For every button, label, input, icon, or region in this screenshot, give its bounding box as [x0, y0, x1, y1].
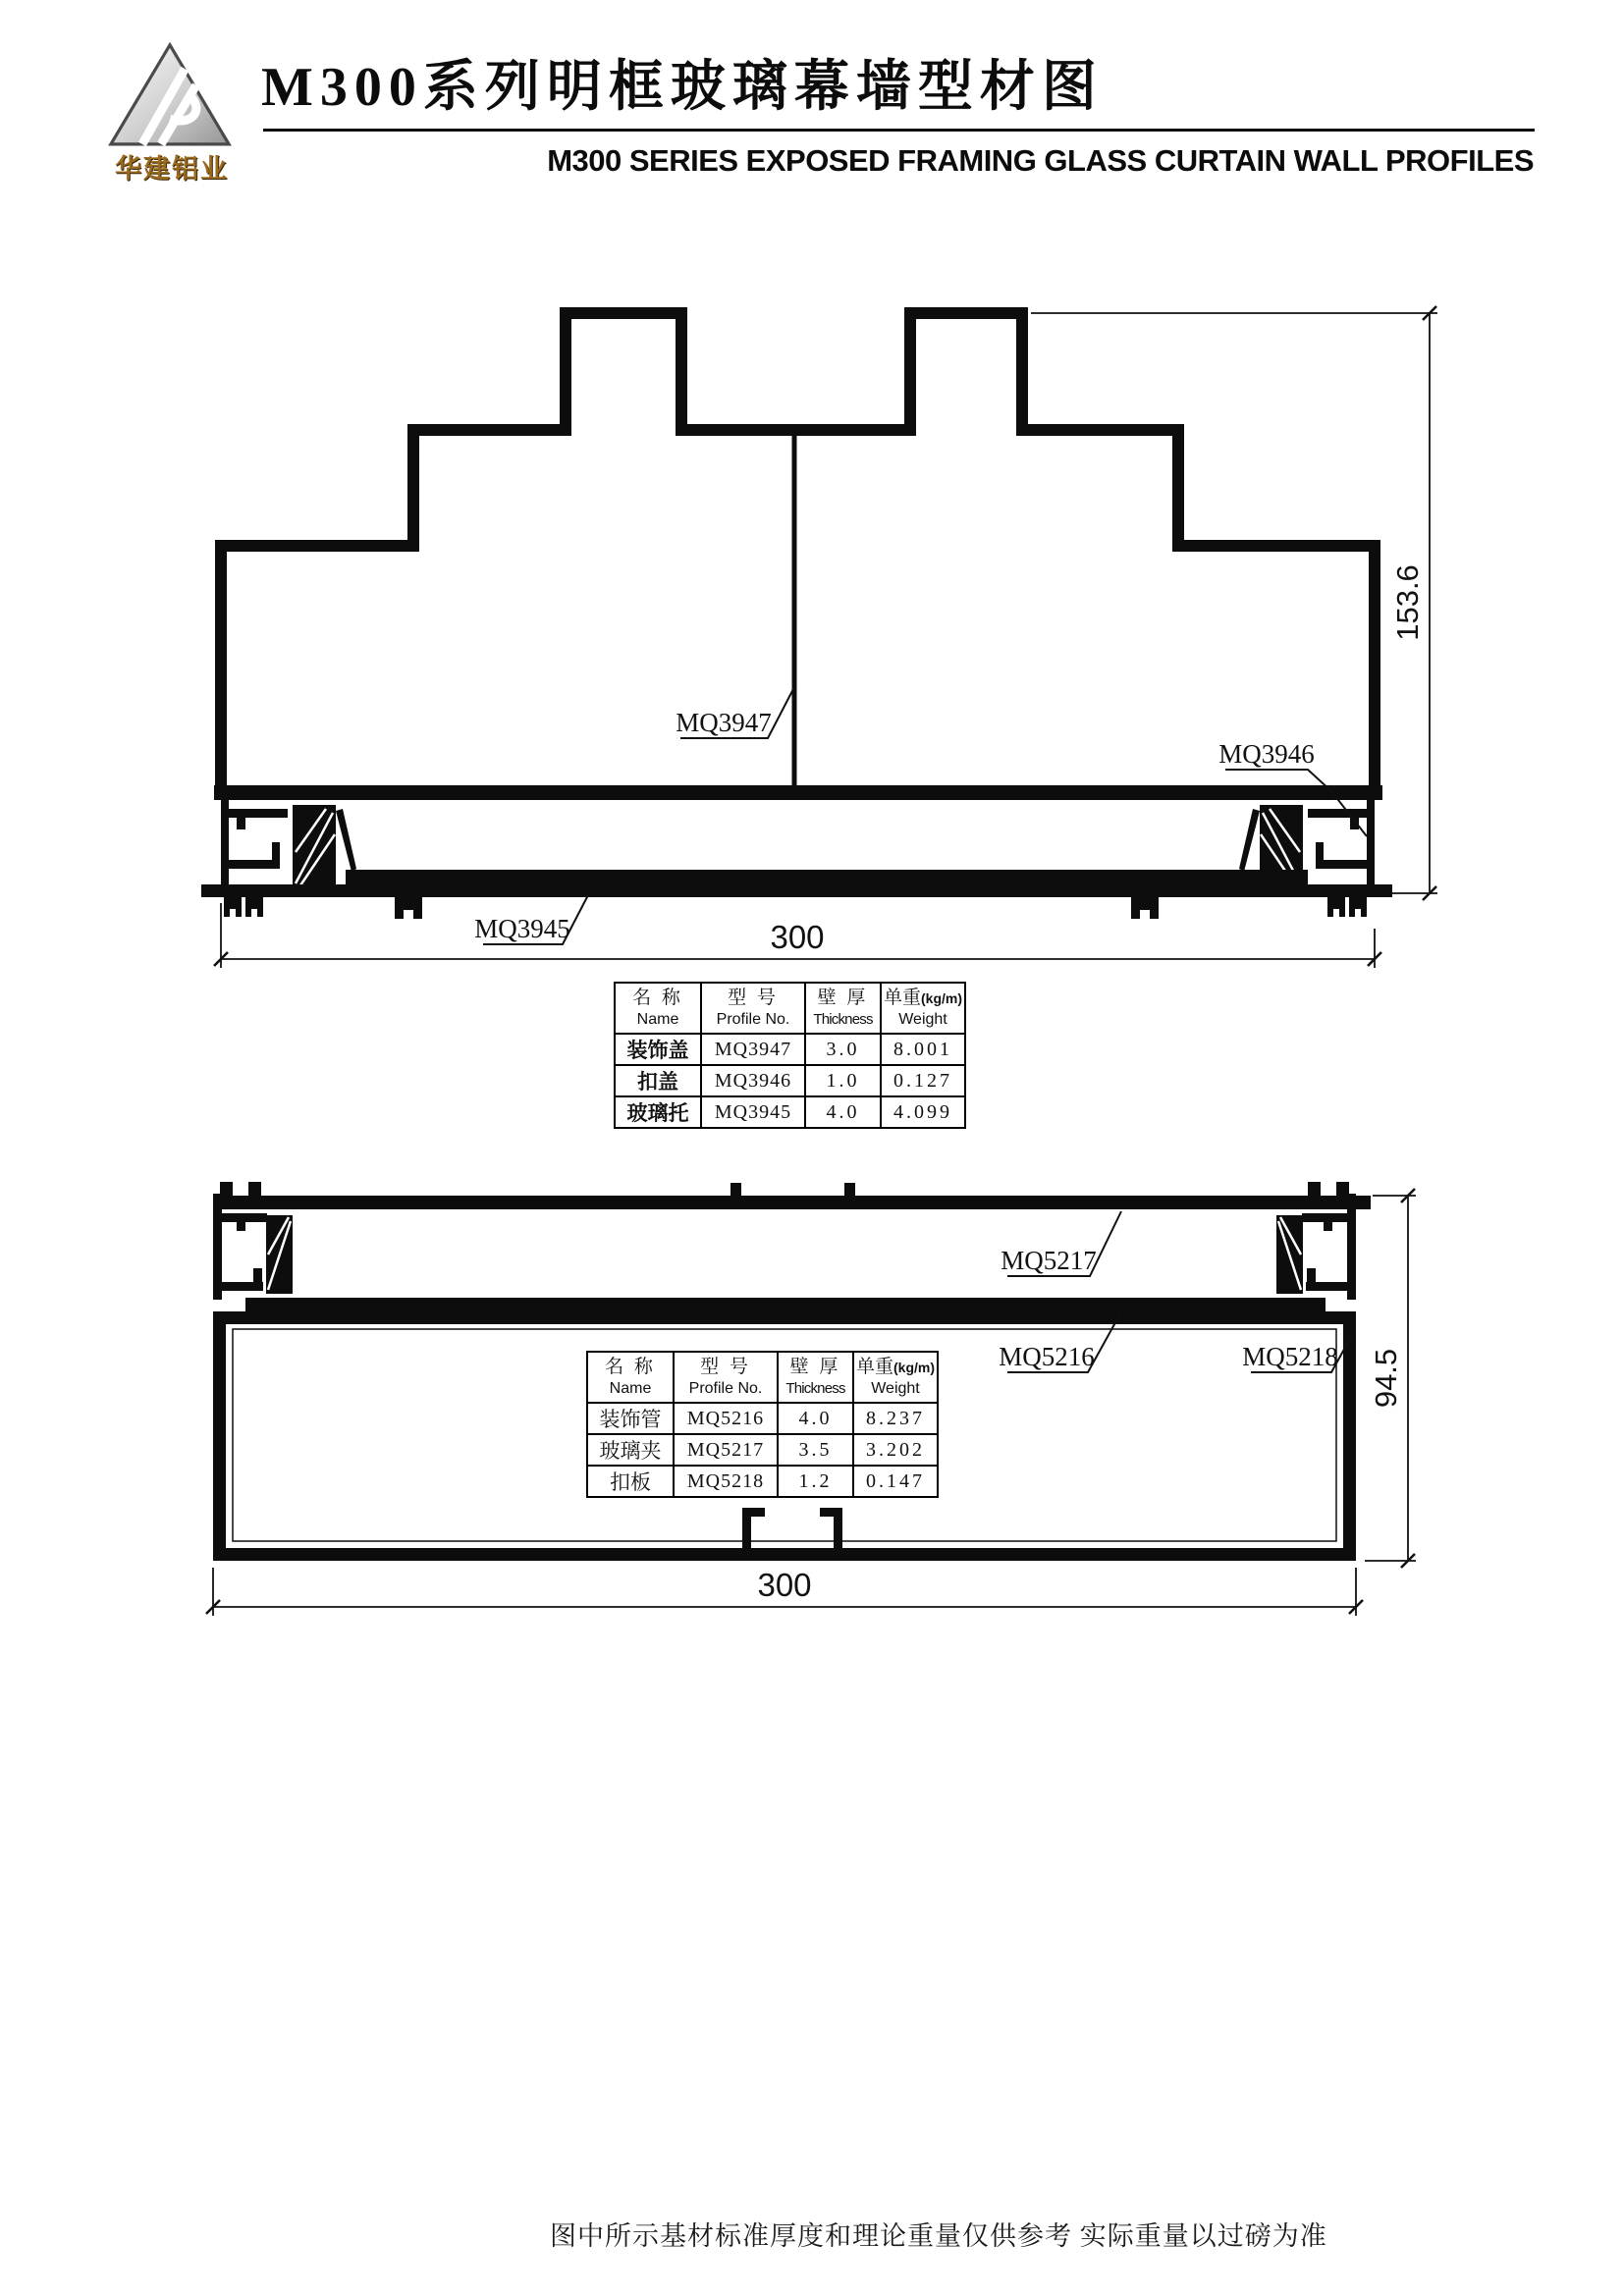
col-header-weight: 单重(kg/m) Weight	[881, 983, 965, 1034]
glass-support-rail	[201, 785, 1392, 919]
col-header-weight: 单重(kg/m) Weight	[853, 1352, 938, 1403]
table-row	[587, 1434, 938, 1466]
glass-clamp-rail	[213, 1182, 1371, 1311]
row-model: MQ5217	[674, 1434, 778, 1466]
row-model: MQ3947	[701, 1034, 805, 1065]
table-row	[587, 1403, 938, 1434]
row-weight: 0.147	[853, 1466, 938, 1497]
row-model: MQ3946	[701, 1065, 805, 1096]
col-header-name: 名 称 Name	[615, 983, 701, 1034]
label-mq3947: MQ3947	[676, 708, 772, 737]
row-weight: 3.202	[853, 1434, 938, 1466]
row-model: MQ3945	[701, 1096, 805, 1128]
label-mq3945: MQ3945	[474, 914, 570, 943]
row-thickness: 1.2	[778, 1466, 853, 1497]
spec-table-bottom	[586, 1351, 939, 1498]
row-weight: 4.099	[881, 1096, 965, 1128]
company-name: 华建铝业	[115, 154, 229, 184]
spec-table-top	[614, 982, 966, 1129]
col-header-model: 型 号 Profile No.	[674, 1352, 778, 1403]
dim-height-top-value: 153.6	[1390, 564, 1425, 641]
row-name: 装饰管	[587, 1403, 674, 1434]
dim-height-bottom-value: 94.5	[1369, 1348, 1403, 1409]
profile-outline	[221, 313, 1375, 793]
table-row	[587, 1466, 938, 1497]
table-row	[615, 1096, 965, 1128]
row-thickness: 1.0	[805, 1065, 881, 1096]
col-header-thickness: 壁 厚 Thickness	[805, 983, 881, 1034]
dim-width-bottom-value: 300	[757, 1567, 812, 1603]
table-row	[615, 1034, 965, 1065]
profile-drawing-top	[201, 306, 1437, 968]
table-row	[615, 1065, 965, 1096]
page-title: M300系列明框玻璃幕墙型材图	[261, 57, 1104, 118]
row-name: 扣盖	[615, 1065, 701, 1096]
row-weight: 8.001	[881, 1034, 965, 1065]
label-mq5217: MQ5217	[1001, 1246, 1097, 1275]
row-weight: 8.237	[853, 1403, 938, 1434]
row-name: 扣板	[587, 1466, 674, 1497]
row-thickness: 4.0	[805, 1096, 881, 1128]
page-subtitle: M300 SERIES EXPOSED FRAMING GLASS CURTAIN WALL PROFILES	[547, 143, 1534, 178]
row-name: 装饰盖	[615, 1034, 701, 1065]
col-header-thickness: 壁 厚 Thickness	[778, 1352, 853, 1403]
row-thickness: 4.0	[778, 1403, 853, 1434]
label-mq5216: MQ5216	[999, 1342, 1095, 1371]
footer-note: 图中所示基材标准厚度和理论重量仅供参考 实际重量以过磅为准	[550, 2221, 1327, 2251]
row-thickness: 3.5	[778, 1434, 853, 1466]
col-header-name: 名 称 Name	[587, 1352, 674, 1403]
row-model: MQ5218	[674, 1466, 778, 1497]
row-name: 玻璃托	[615, 1096, 701, 1128]
col-header-model: 型 号 Profile No.	[701, 983, 805, 1034]
row-name: 玻璃夹	[587, 1434, 674, 1466]
row-model: MQ5216	[674, 1403, 778, 1434]
label-mq3946: MQ3946	[1218, 739, 1315, 769]
dim-width-top-value: 300	[770, 919, 825, 955]
label-mq5218: MQ5218	[1242, 1342, 1338, 1371]
row-weight: 0.127	[881, 1065, 965, 1096]
bottom-mount-hooks	[742, 1508, 842, 1548]
row-thickness: 3.0	[805, 1034, 881, 1065]
leader-lines	[483, 687, 1367, 944]
